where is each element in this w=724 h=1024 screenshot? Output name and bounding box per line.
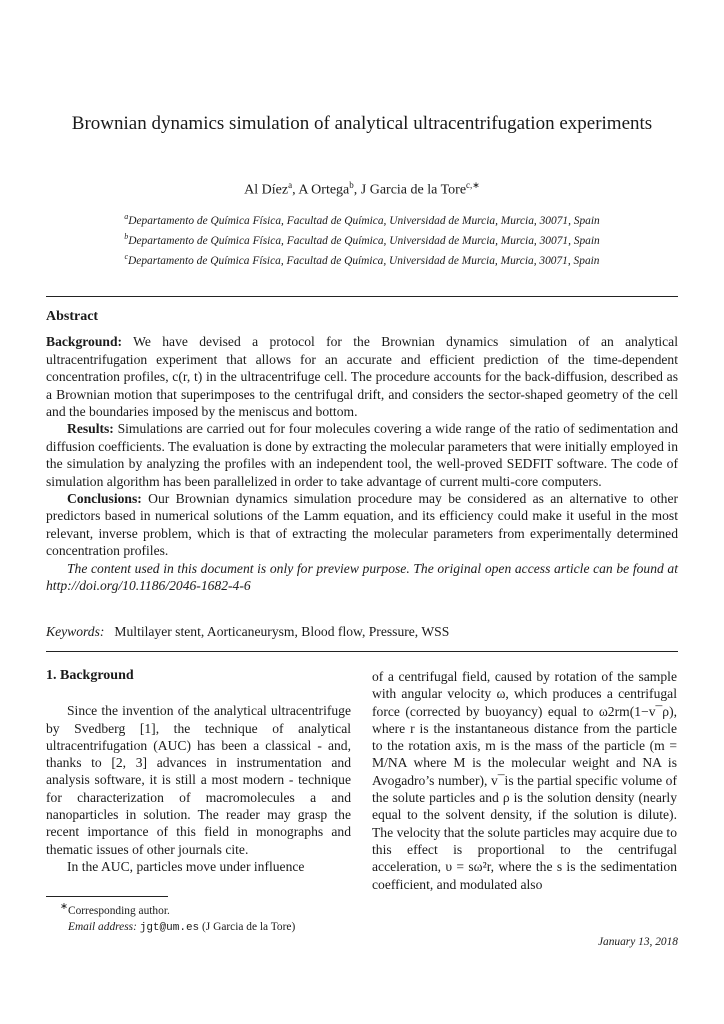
footnote [46,899,351,936]
author-name: Al Díez [244,182,289,198]
keywords-line [46,624,678,640]
affiliation-list [46,209,678,268]
keywords-label: Keywords: [46,624,105,639]
footnote-mark: ∗ [60,902,68,912]
abstract-background [46,333,678,420]
paper-title: Brownian dynamics simulation of analytical ultracentrifugation experiments [71,113,653,134]
background-text: We have devised a protocol for the Brownian dynamics simulation of an analytical ultracentrifugation experiment that allows for an accurate and efficient prediction of the time-dependent concentration profiles, c(r, t) in the ultracentrifuge cell. The procedure accounts for the back-diffusion, described as a Brownian motion that superimposes to the centrifugal drift, and considers the sector-shaped geometry of the cell and the boundaries imposed by the meniscus and bottom. [46,334,678,420]
email-owner: (J Garcia de la Tore) [202,920,296,933]
affiliation-text: Departamento de Química Física, Facultad de Química, Universidad de Murcia, Murcia, 30071, Spain [128,234,600,247]
affiliation-mark: a [124,212,129,221]
preview-note: The content used in this document is only for preview purpose. The original open access article can be found at http://doi.org/10.1186/2046-1682-4-6 [46,560,678,594]
affiliation-mark: b [124,231,129,241]
body-left-column [46,667,351,875]
affiliation-mark: c [124,251,129,261]
body-right-column [372,668,677,893]
footnote-corresponding [46,899,351,919]
author-mark: a [288,180,293,190]
abstract-results [46,420,678,490]
affiliation-line [46,209,678,229]
background-label: Background: [46,334,123,350]
footnote-rule [46,896,168,897]
conclusions-text: Our Brownian dynamics simulation procedure may be considered as an alternative to other predictors based in numerical solutions of the Lamm equation, and its efficiency could make it useful in the most relevant, inverse problem, which is that of extracting the molecular parameters from experimentally determined concentration profiles. [46,491,678,559]
author-name: A Ortega [298,182,350,198]
results-text: Simulations are carried out for four molecules covering a wide range of the ratio of sedimentation and diffusion coefficients. The evaluation is done by extracting the molecular parameters that were initially employed in the simulation by analyzing the profiles with an independent tool, the well-proved SEDFIT software. The code of simulation algorithm has been parallelized in order to take advantage of current multi-core computers. [46,421,678,489]
affiliation-text: Departamento de Química Física, Facultad de Química, Universidad de Murcia, Murcia, 30071, Spain [128,254,600,267]
footnote-email [46,919,351,936]
abstract-conclusions [46,490,678,560]
affiliation-line [46,229,678,249]
abstract-heading: Abstract [46,309,99,324]
body-paragraph: Since the invention of the analytical ultracentrifuge by Svedberg [1], the technique of analytical ultracentrifugation (AUC) has been a classical - and, thanks to [2, 3] advances in instrumentation and analysis software, it is still a most modern - technique for characterization of macromolecules a and nanoparticles in solution. The reader may grasp the recent importance of this field in monographs and thematic issues of other journals cite. [46,703,351,857]
abstract-bottom-rule [46,651,678,652]
email-label: Email address: [68,920,137,933]
body-paragraph: In the AUC, particles move under influence [67,858,305,874]
results-label: Results: [67,421,114,437]
author-mark: b [349,180,354,190]
author-separator: , [292,182,299,198]
body-paragraph: of a centrifugal field, caused by rotation of the sample with angular velocity ω, which produces a centrifugal force (corrected by buoyancy) equal to ω2rm(1−v¯ρ), where r is the instantaneous distance from the particle to the rotation axis, m is the mass of the particle (m = M/NA where M is the molecular weight and NA is Avogadro’s number), v¯is the partial specific volume of the solute particles and ρ is the solution density (nearly equal to the solvent density, if the solution is dilute). The velocity that the solute particles may acquire due to this effect is proportional to the centrifugal acceleration, υ = sω²r, where the s is the sedimentation coefficient, and modulated also [372,669,677,892]
preprint-date: January 13, 2018 [597,936,678,948]
conclusions-label: Conclusions: [67,491,142,507]
abstract-top-rule [46,296,678,297]
keywords-text: Multilayer stent, Aorticaneurysm, Blood flow, Pressure, WSS [114,624,450,639]
author-separator: , [353,182,361,198]
author-name: J Garcia de la Tore [360,182,467,198]
section-heading: 1. Background [46,668,134,683]
email-address[interactable]: jgt@um.es [139,921,200,934]
abstract-section [46,308,678,595]
footnote-corresponding-text: Corresponding author. [67,904,170,917]
author-mark: c,∗ [466,180,480,190]
author-list [46,180,678,199]
affiliation-text: Departamento de Química Física, Facultad de Química, Universidad de Murcia, Murcia, 30071, Spain [128,214,600,227]
affiliation-line [46,249,678,269]
